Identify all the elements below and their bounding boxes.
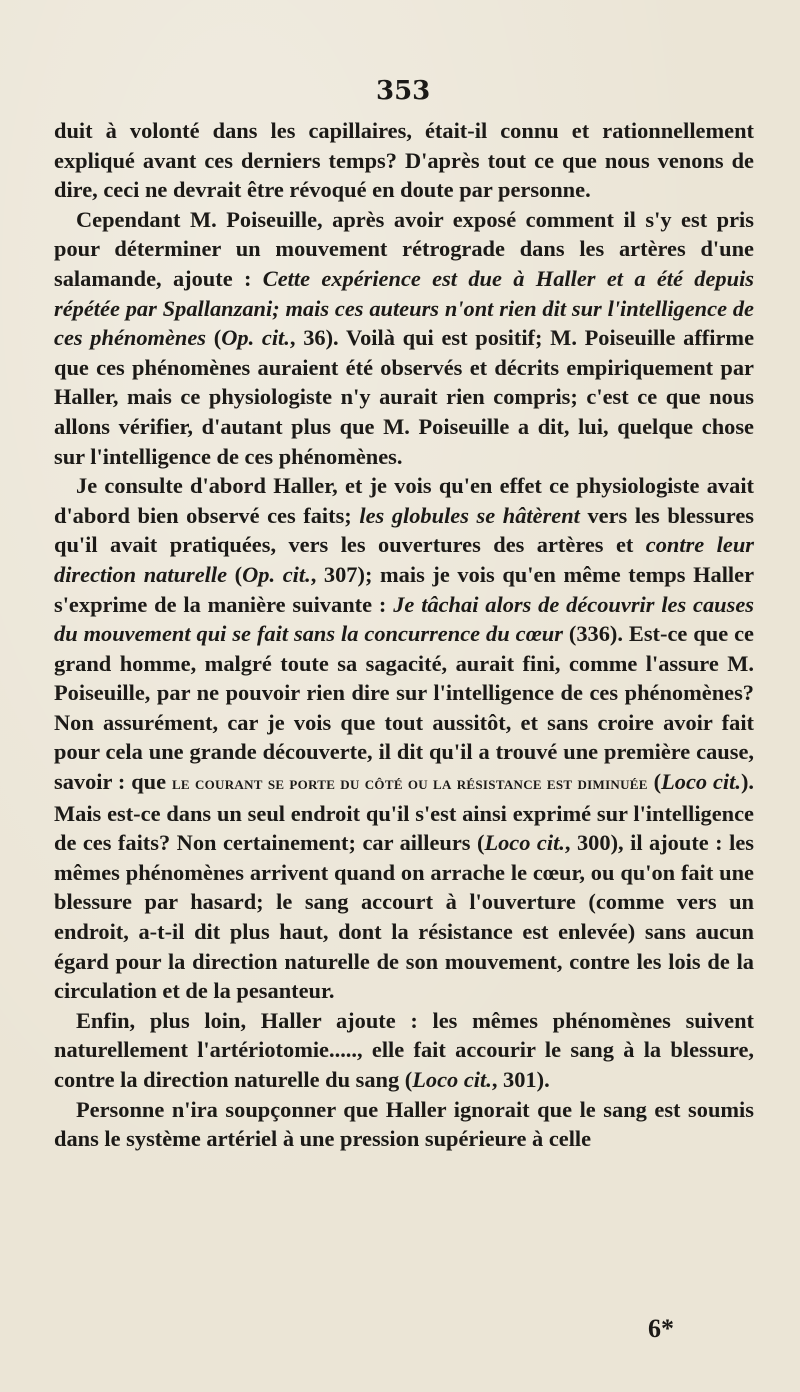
paragraph-5 [54,1095,754,1154]
paragraph-1 [54,116,754,205]
paragraph-2 [54,205,754,471]
text-run: duit à volonté dans les capillaires, était-il connu et rationnellement expliqué avant ces derniers temps? D'après tout ce que nous venons de dire, ceci ne devrait être révoqué en doute par personne. [54,118,754,203]
text-run: ( [206,325,222,351]
citation: Loco cit. [661,769,741,795]
citation: Loco cit. [484,830,565,856]
italic-quote: contre leur direction naturelle [54,532,754,587]
italic-quote: Cette expérience est due à Haller et a été depuis répétée par Spallanzani; mais ces auteurs n'ont rien dit sur l'intelligence de ces phénomènes [54,265,754,351]
text-run: ( [227,561,243,587]
italic-quote: Je tâchai alors de découvrir les causes du mouvement qui se fait sans la concurrence du cœur [54,591,754,647]
text-run: vers les blessures qu'il avait pratiquées, vers les ouvertures des artères et [54,502,754,558]
text-run: Je consulte d'abord Haller, et je vois qu'en effet ce physiologiste avait d'abord bien observé ces faits; [54,473,754,528]
signature-mark: 6* [648,1314,674,1343]
text-run: Personne n'ira soupçonner que Haller ignorait que le sang est soumis dans le système artériel à une pression supérieure à celle [54,1096,754,1152]
text-run: , 36). Voilà qui est positif; M. Poiseuille affirme que ces phénomènes auraient été observés et décrits empiriquement par Haller, mais ce physiologiste n'y aurait rien compris; c'est ce que nous allons vérifier, d'autant plus que M. Poiseuille a dit, lui, quelque chose sur l'intelligence de ces phénomènes. [54,325,755,469]
paragraph-3 [54,471,754,1006]
small-caps-quote: le courant se porte du côté ou la résistance est diminuée [171,773,648,794]
text-run: ( [647,769,662,795]
page-number: 353 [376,76,431,106]
text-run: , 307); mais je vois qu'en même temps Haller s'exprime de la manière suivante : [54,561,755,617]
text-run: Cependant M. Poiseuille, après avoir exposé comment il s'y est pris pour déterminer un mouvement rétrograde dans les artères d'une salamande, ajoute : [54,206,754,291]
text-run: , 301). [491,1067,550,1092]
text-run: (336). Est-ce que ce grand homme, malgré toute sa sagacité, aurait fini, comme l'assure M. Poiseuille, par ne pouvoir rien dire sur l'intelligence de ces phénomènes? Non assurément, car je vois que tout aussitôt, et sans croire avoir fait pour cela une grande découverte, il dit qu'il a trouvé une première cause, savoir : que [54,621,754,795]
text-run: Enfin, plus loin, Haller ajoute : les mêmes phénomènes suivent naturellement l'artériotomie....., elle fait accourir le sang à la blessure, contre la direction naturelle du sang ( [54,1007,754,1092]
text-run: ). Mais est-ce dans un seul endroit qu'il s'est ainsi exprimé sur l'intelligence de ces faits? Non certainement; car ailleurs ( [54,769,755,856]
paragraph-4 [54,1006,754,1095]
italic-quote: les globules se hâtèrent [359,502,580,528]
text-run: , 300), il ajoute : les mêmes phénomènes arrivent quand on arrache le cœur, ou qu'on fait une blessure par hasard; le sang accourt à l'ouverture (comme vers un endroit, a-t-il dit plus haut, dont la résistance est enlevée) sans aucun égard pour la direction naturelle de son mouvement, contre les lois de la circulation et de la pesanteur. [54,830,754,1004]
body-text [54,116,754,1154]
citation: Op. cit. [221,325,290,351]
citation: Op. cit. [242,561,311,587]
citation: Loco cit. [412,1067,492,1092]
